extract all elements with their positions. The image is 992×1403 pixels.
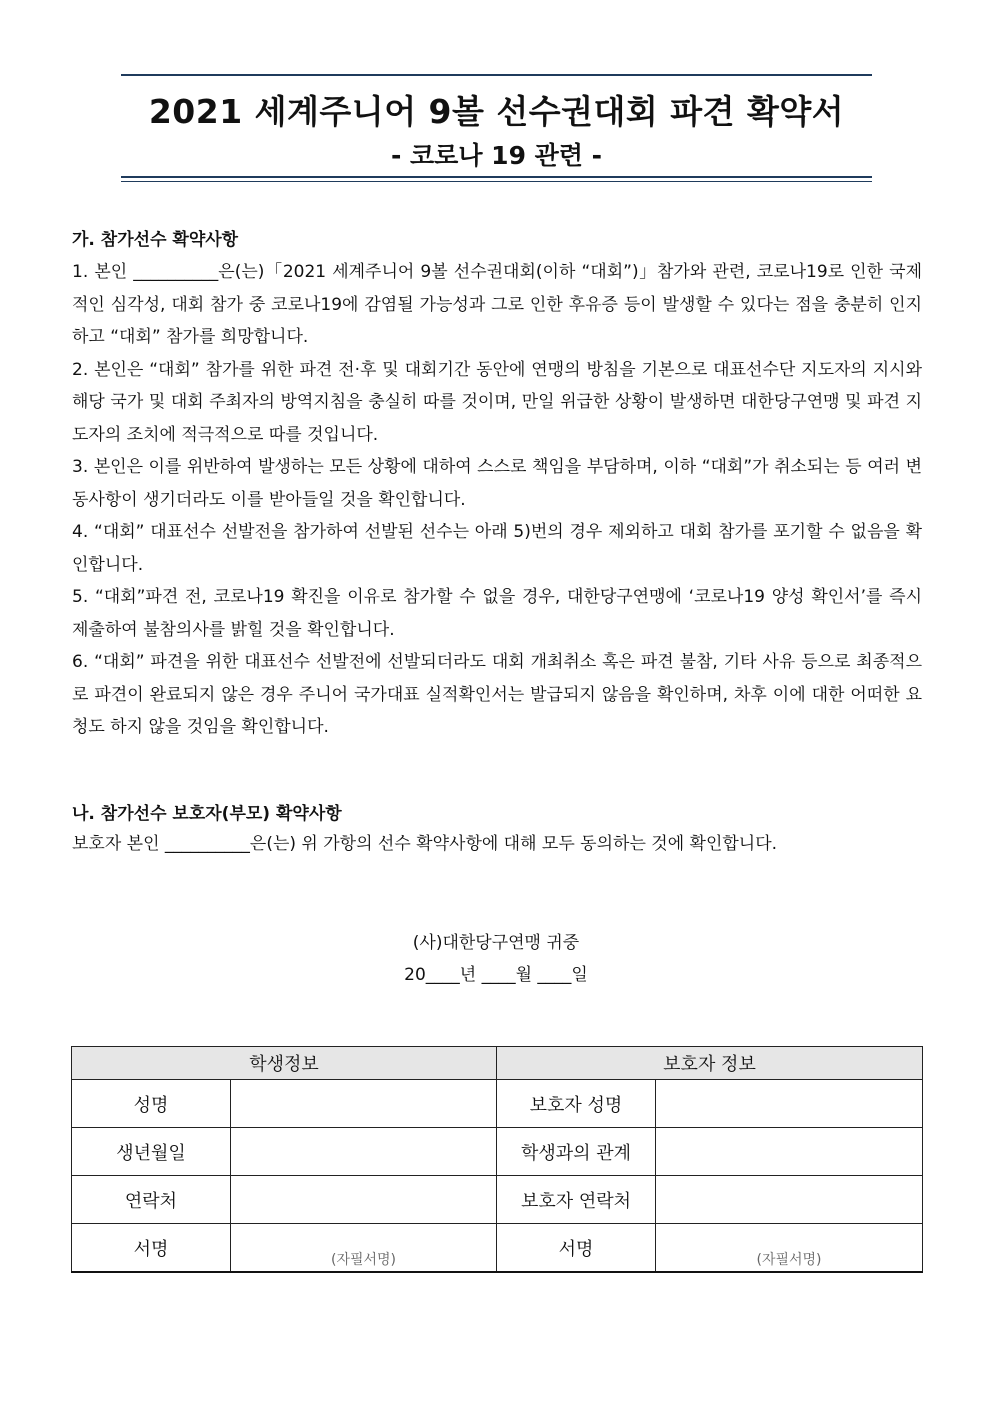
section-b-body bbox=[72, 828, 922, 861]
pledge-item-1: 1. 본인 __________은(는)「2021 세계주니어 9볼 선수권대회(이하 “대회”)」참가와 관련, 코로나19로 인한 국제적인 심각성, 대회 참가 중 코로나19에 감염될 가능성과 그로 인한 후유증 등이 발생할 수 있다는 점을 충분히 인지하고 “대회” 참가를 희망합니다. bbox=[72, 262, 922, 347]
guardian-signature-hint: (자필서명) bbox=[756, 1252, 822, 1268]
guardian-name-field[interactable] bbox=[656, 1080, 923, 1128]
student-info-header: 학생정보 bbox=[72, 1047, 497, 1080]
pledge-item-6: 6. “대회” 파견을 위한 대표선수 선발전에 선발되더라도 대회 개최취소 혹은 파견 불참, 기타 사유 등으로 최종적으로 파견이 완료되지 않은 경우 주니어 국가대표 실적확인서는 발급되지 않음을 확인하며, 차후 이에 대한 어떠한 요청도 하지 않을 것임을 확인합니다. bbox=[72, 652, 922, 737]
student-contact-label: 연락처 bbox=[72, 1176, 231, 1224]
section-b-heading: 나. 참가선수 보호자(부모) 확약사항 bbox=[72, 804, 342, 824]
guardian-signature-field[interactable] bbox=[656, 1224, 923, 1273]
document-title: 2021 세계주니어 9볼 선수권대회 파견 확약서 bbox=[148, 92, 845, 131]
pledge-item-4: 4. “대회” 대표선수 선발전을 참가하여 선발된 선수는 아래 5)번의 경우 제외하고 대회 참가를 포기할 수 없음을 확인합니다. bbox=[72, 522, 922, 575]
relationship-field[interactable] bbox=[656, 1128, 923, 1176]
pledge-item-3: 3. 본인은 이를 위반하여 발생하는 모든 상황에 대하여 스스로 책임을 부담하며, 이하 “대회”가 취소되는 등 여러 변동사항이 생기더라도 이를 받아들일 것을 확인합니다. bbox=[72, 457, 922, 510]
date-line: 20____년 ____월 ____일 bbox=[404, 965, 588, 985]
section-a-body bbox=[72, 256, 922, 744]
student-name-label: 성명 bbox=[72, 1080, 231, 1128]
pledge-item-5: 5. “대회”파견 전, 코로나19 확진을 이유로 참가할 수 없을 경우, 대한당구연맹에 ‘코로나19 양성 확인서’를 즉시 제출하여 불참의사를 밝힐 것을 확인합니다. bbox=[72, 587, 922, 640]
recipient-line: (사)대한당구연맹 귀중 bbox=[412, 933, 580, 953]
student-birthdate-label: 생년월일 bbox=[72, 1128, 231, 1176]
guardian-info-header: 보호자 정보 bbox=[497, 1047, 923, 1080]
guardian-contact-field[interactable] bbox=[656, 1176, 923, 1224]
section-a-heading: 가. 참가선수 확약사항 bbox=[72, 230, 239, 250]
student-name-field[interactable] bbox=[231, 1080, 497, 1128]
document-subtitle: - 코로나 19 관련 - bbox=[390, 141, 603, 170]
student-signature-hint: (자필서명) bbox=[330, 1252, 397, 1268]
title-block bbox=[121, 74, 872, 182]
guardian-name-label: 보호자 성명 bbox=[497, 1080, 656, 1128]
student-contact-field[interactable] bbox=[231, 1176, 497, 1224]
student-birthdate-field[interactable] bbox=[231, 1128, 497, 1176]
guardian-contact-label: 보호자 연락처 bbox=[497, 1176, 656, 1224]
student-signature-field[interactable] bbox=[231, 1224, 497, 1273]
info-table bbox=[71, 1046, 923, 1273]
relationship-label: 학생과의 관계 bbox=[497, 1128, 656, 1176]
guardian-pledge: 보호자 본인 __________은(는) 위 가항의 선수 확약사항에 대해 모두 동의하는 것에 확인합니다. bbox=[72, 834, 778, 854]
pledge-item-2: 2. 본인은 “대회” 참가를 위한 파견 전·후 및 대회기간 동안에 연맹의 방침을 기본으로 대표선수단 지도자의 지시와 해당 국가 및 대회 주최자의 방역지침을 충실히 따를 것이며, 만일 위급한 상황이 발생하면 대한당구연맹 및 파견 지도자의 조치에 적극적으로 따를 것입니다. bbox=[72, 359, 922, 445]
guardian-signature-label: 서명 bbox=[497, 1224, 656, 1273]
student-signature-label: 서명 bbox=[72, 1224, 231, 1273]
